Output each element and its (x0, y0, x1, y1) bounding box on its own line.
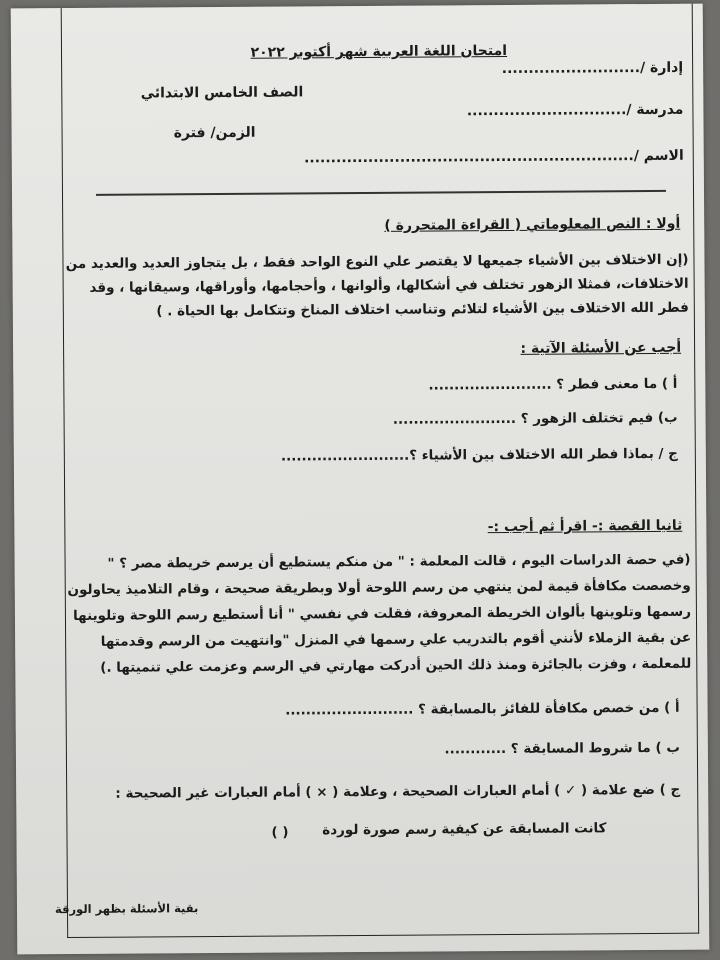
footer-note: بقية الأسئلة بظهر الورقة (54, 901, 199, 917)
question-1c: ج / بماذا فطر الله الاختلاف بين الأشياء ؟......................... (280, 445, 678, 465)
question-2a: أ ) من خصص مكافأة للفائز بالمسابقة ؟ ......................... (285, 699, 680, 719)
exam-title: امتحان اللغة العربية شهر أكتوبر ٢٠٢٢ (250, 42, 508, 61)
exam-sheet (11, 4, 710, 955)
section-2-text-line-1: (في حصة الدراسات اليوم ، قالت المعلمة : " من منكم يستطيع أن يرسم خريطة مصر ؟ " (107, 551, 691, 572)
section-2-text-line-2: وخصصت مكافأة قيمة لمن ينتهي من رسم اللوحة أولا وبطريقة صحيحة ، وقام التلاميذ يحاولون (67, 577, 691, 599)
question-2b: ب ) ما شروط المسابقة ؟ ............ (444, 739, 680, 758)
name-field: الاسم /.............................................................. (304, 147, 684, 167)
section-2-text-line-5: للمعلمة ، وفزت بالجائزة ومنذ ذلك الحين أدركت مهارتي في الرسم وعزمت علي تنميتها .) (100, 655, 692, 676)
section-1-heading: أولا : النص المعلوماتي ( القراءة المتحررة ) (384, 215, 681, 234)
time-label: الزمن/ فترة (173, 124, 256, 142)
question-2c: ج ) ضع علامة ( ✓ ) أمام العبارات الصحيحة ، وعلامة ( × ) أمام العبارات غير الصحيحة : (115, 781, 681, 802)
section-1-text-line-1: (إن الاختلاف بين الأشياء جميعها لا يقتصر علي النوع الواحد فقط ، بل يتجاوز العديد والعديد من (65, 251, 689, 273)
school-field: مدرسة /.............................. (466, 101, 684, 120)
grade-label: الصف الخامس الابتدائي (140, 84, 304, 102)
directorate-field: إدارة /.......................... (501, 59, 684, 78)
answer-instruction: أجب عن الأسئلة الآتية : (520, 339, 682, 357)
section-1-text-line-2: الاختلافات، فمثلا الزهور تختلف في أشكالها، وألوانها ، وأحجامها، وأوراقها، وسيقانها ، وقد (89, 275, 689, 296)
question-1b: ب) فيم تختلف الزهور ؟ ........................ (392, 409, 678, 428)
section-2-text-line-3: رسمها وتلوينها بألوان الخريطة المعروفة، فقلت في نفسي " أنا أستطيع رسم اللوحة وتلوينها (73, 603, 691, 625)
question-1a: أ ) ما معنى فطر ؟ ........................ (428, 375, 678, 394)
section-2-heading: ثانيا القصة :- اقرأ ثم أجب :- (487, 517, 683, 536)
answer-brackets: ( ) (271, 824, 289, 841)
section-1-text-line-3: فطر الله الاختلاف بين الأشياء لتلائم وتناسب اختلاف المناخ وتتكامل بها الحياة . ) (156, 299, 689, 320)
section-2-text-line-4: عن بقية الزملاء لأنني أقوم بالتدريب علي رسمها في المنزل "وانتهيت من الرسم وقدمتها (100, 629, 692, 650)
true-false-statement: كانت المسابقة عن كيفية رسم صورة لوردة (322, 820, 607, 839)
